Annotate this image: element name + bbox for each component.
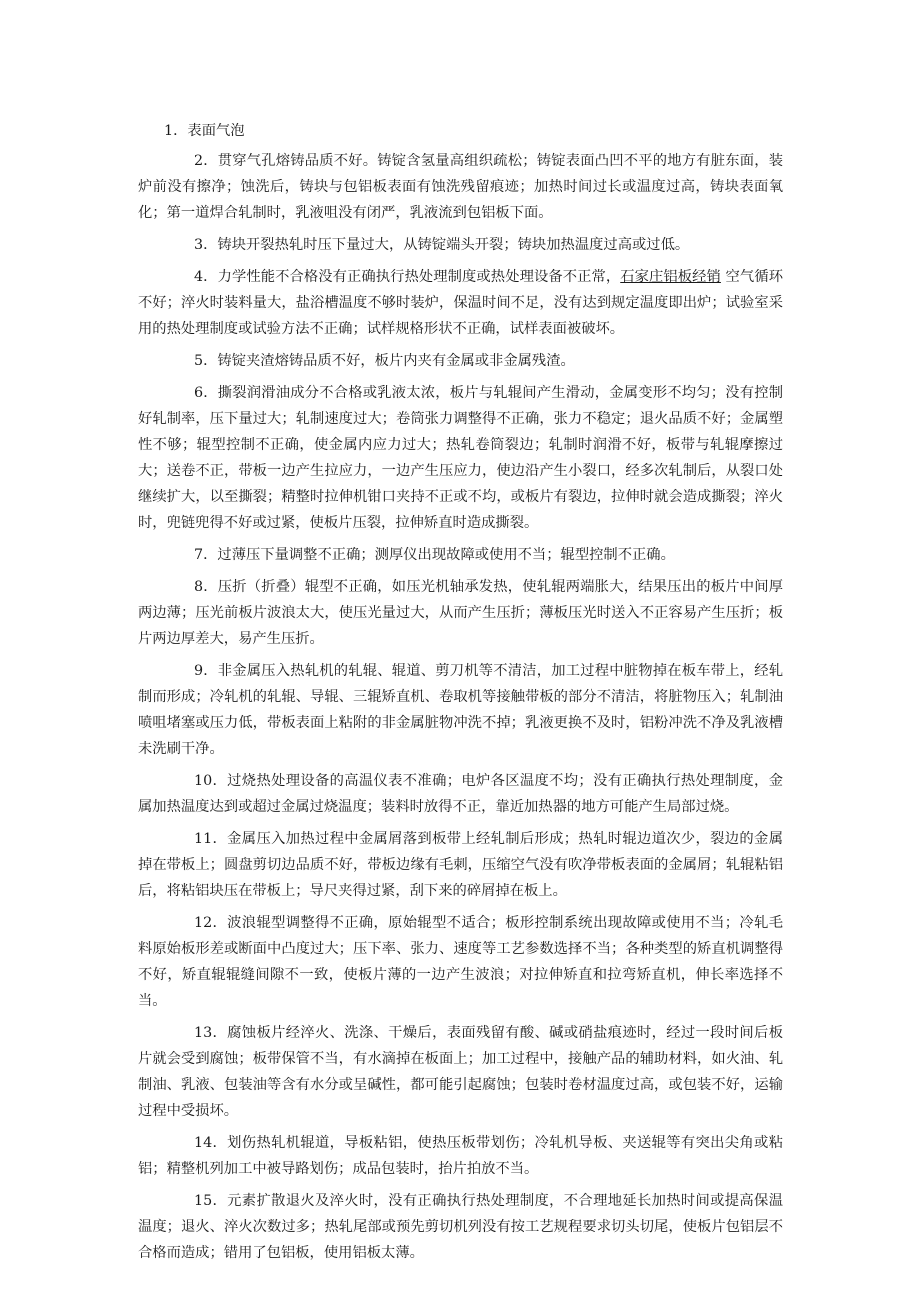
paragraph-number: 10． xyxy=(194,773,228,789)
paragraph-13 xyxy=(138,1020,783,1124)
paragraph-text: 铸块开裂热轧时压下量过大，从铸锭端头开裂；铸块加热温度过高或过低。 xyxy=(217,237,690,253)
paragraph-text: 元素扩散退火及淬火时，没有正确执行热处理制度，不合理地延长加热时间或提高保温温度；退火、淬火次数过多；热轧尾部或预先剪切机列没有按工艺规程要求切头切尾，使板片包铝层不合格而造成；错用了包铝板，使用铝板太薄。 xyxy=(138,1193,783,1261)
paragraph-text: 过烧热处理设备的高温仪表不准确；电炉各区温度不均；没有正确执行热处理制度，金属加热温度达到或超过金属过烧温度；装料时放得不正，靠近加热器的地方可能产生局部过烧。 xyxy=(138,773,783,815)
paragraph-4 xyxy=(138,264,783,342)
paragraph-text: 过薄压下量调整不正确；测厚仪出现故障或使用不当；辊型控制不正确。 xyxy=(217,547,675,563)
paragraph-number: 6． xyxy=(194,385,218,401)
paragraph-3 xyxy=(138,232,783,258)
paragraph-text: 压折（折叠）辊型不正确，如压光机轴承发热，使轧辊两端胀大，结果压出的板片中间厚两边薄；压光前板片波浪太大，使压光量过大，从而产生压折；薄板压光时送入不正容易产生压折；板片两边厚差大，易产生压折。 xyxy=(138,579,783,647)
paragraph-2 xyxy=(138,148,783,226)
paragraph-text: 金属压入加热过程中金属屑落到板带上经轧制后形成；热轧时辊边道次少，裂边的金属掉在带板上；圆盘剪切边品质不好，带板边缘有毛刺，压缩空气没有吹净带板表面的金属屑；轧辊粘铝后，将粘铝块压在带板上；导尺夹得过紧，刮下来的碎屑掉在板上。 xyxy=(138,831,783,899)
paragraph-text: 贯穿气孔熔铸品质不好。铸锭含氢量高组织疏松；铸锭表面凸凹不平的地方有脏东面，装炉前没有擦净；蚀洗后，铸块与包铝板表面有蚀洗残留痕迹；加热时间过长或温度过高，铸块表面氧化；第一道焊合轧制时，乳液咀没有闭严，乳液流到包铝板下面。 xyxy=(138,153,783,221)
paragraph-7 xyxy=(138,542,783,568)
paragraph-text: 波浪辊型调整得不正确，原始辊型不适合；板形控制系统出现故障或使用不当；冷轧毛料原始板形差或断面中凸度过大；压下率、张力、速度等工艺参数选择不当；各种类型的矫直机调整得不好，矫直辊辊缝间隙不一致，使板片薄的一边产生波浪；对拉伸矫直和拉弯矫直机，伸长率选择不当。 xyxy=(138,915,783,1009)
paragraph-number: 14． xyxy=(194,1135,228,1151)
paragraph-1 xyxy=(138,118,783,144)
paragraph-number: 12． xyxy=(194,915,228,931)
paragraph-number: 3． xyxy=(194,237,218,253)
paragraph-number: 5． xyxy=(194,353,218,369)
paragraph-14 xyxy=(138,1130,783,1182)
inline-link[interactable]: 石家庄铝板经销 xyxy=(620,269,721,285)
paragraph-text: 非金属压入热轧机的轧辊、辊道、剪刀机等不清洁，加工过程中脏物掉在板车带上，经轧制而形成；冷轧机的轧辊、导辊、三辊矫直机、卷取机等接触带板的部分不清洁，将脏物压入；轧制油喷咀堵塞或压力低，带板表面上粘附的非金属脏物冲洗不掉；乳液更换不及时，铝粉冲洗不净及乳液槽未洗刷干净。 xyxy=(138,663,783,757)
paragraph-number: 9． xyxy=(194,663,218,679)
paragraph-number: 4． xyxy=(194,269,218,285)
paragraph-5 xyxy=(138,348,783,374)
paragraph-number: 11． xyxy=(194,831,228,847)
paragraph-text: 铸锭夹渣熔铸品质不好，板片内夹有金属或非金属残渣。 xyxy=(217,353,575,369)
paragraph-number: 7． xyxy=(194,547,218,563)
paragraph-text: 划伤热轧机辊道，导板粘铝，使热压板带划伤；冷轧机导板、夹送辊等有突出尖角或粘铝；精整机列加工中被导路划伤；成品包装时，抬片拍放不当。 xyxy=(138,1135,783,1177)
paragraph-text: 力学性能不合格没有正确执行热处理制度或热处理设备不正常， xyxy=(217,269,621,285)
paragraph-text: 撕裂润滑油成分不合格或乳液太浓，板片与轧辊间产生滑动，金属变形不均匀；没有控制好轧制率，压下量过大；轧制速度过大；卷筒张力调整得不正确，张力不稳定；退火品质不好；金属塑性不够；辊型控制不正确，使金属内应力过大；热轧卷筒裂边；轧制时润滑不好，板带与轧辊摩擦过大；送卷不正，带板一边产生拉应力，一边产生压应力，使边沿产生小裂口，经多次轧制后，从裂口处继续扩大，以至撕裂；精整时拉伸机钳口夹持不正或不均，或板片有裂边，拉伸时就会造成撕裂；淬火时，兜链兜得不好或过紧，使板片压裂，拉伸矫直时造成撕裂。 xyxy=(138,385,783,531)
paragraph-number: 13． xyxy=(194,1025,228,1041)
paragraph-6 xyxy=(138,380,783,536)
paragraph-15 xyxy=(138,1188,783,1266)
document-body xyxy=(138,118,783,1272)
paragraph-9 xyxy=(138,658,783,762)
paragraph-8 xyxy=(138,574,783,652)
paragraph-number: 1． xyxy=(164,123,188,139)
paragraph-12 xyxy=(138,910,783,1014)
paragraph-11 xyxy=(138,826,783,904)
paragraph-text: 空气循环不好；淬火时装料量大，盐浴槽温度不够时装炉，保温时间不足，没有达到规定温度即出炉；试验室采用的热处理制度或试验方法不正确；试样规格形状不正确，试样表面被破坏。 xyxy=(138,269,783,337)
paragraph-text: 腐蚀板片经淬火、洗涤、干燥后，表面残留有酸、碱或硝盐痕迹时，经过一段时间后板片就会受到腐蚀；板带保管不当，有水滴掉在板面上；加工过程中，接触产品的辅助材料，如火油、轧制油、乳液、包装油等含有水分或呈碱性，都可能引起腐蚀；包装时卷材温度过高，或包装不好，运输过程中受损坏。 xyxy=(138,1025,783,1119)
paragraph-text: 表面气泡 xyxy=(187,123,245,139)
paragraph-10 xyxy=(138,768,783,820)
paragraph-number: 15． xyxy=(194,1193,228,1209)
paragraph-number: 2． xyxy=(194,153,218,169)
paragraph-number: 8． xyxy=(194,579,218,595)
